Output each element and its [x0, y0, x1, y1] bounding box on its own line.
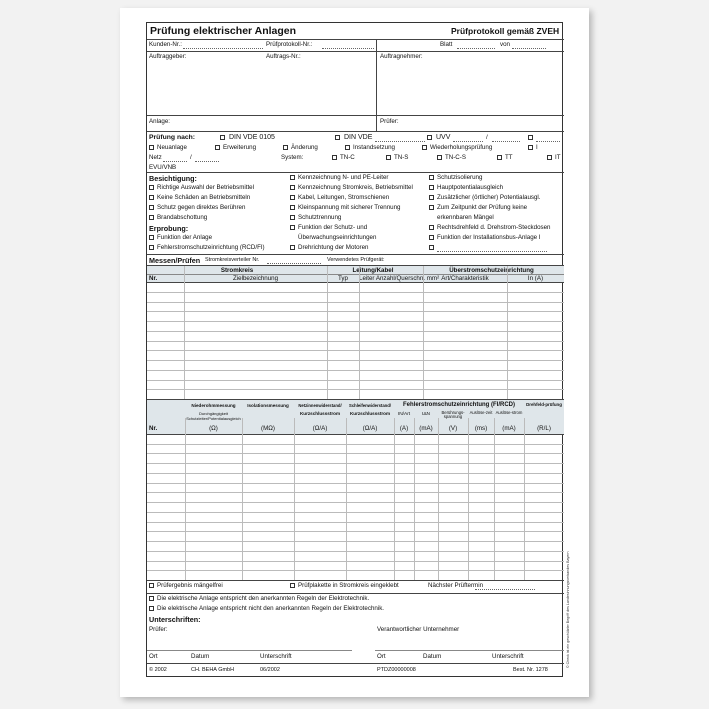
- besichtigung-item: Zusätzlicher (örtlicher) Potentialausgl.: [437, 194, 541, 201]
- table-row-line: [147, 512, 564, 513]
- besichtigung-item: Keine Schäden an Betriebsmitteln: [157, 194, 251, 201]
- leitung-header: Leitung/Kabel: [352, 267, 394, 274]
- erprobung-checkbox[interactable]: [429, 245, 434, 250]
- table-row-line: [147, 561, 564, 562]
- table-col-line: [468, 418, 469, 580]
- divider: [147, 172, 564, 173]
- table-row-line: [147, 483, 564, 484]
- besichtigung-checkbox[interactable]: [429, 185, 434, 190]
- leiter-header: Leiter Anzahl/Querschn. mm²: [359, 275, 440, 282]
- erprobung-checkbox[interactable]: [149, 235, 154, 240]
- dreh-header: Drehfeld-prüfung: [526, 402, 562, 407]
- unternehmer-label: Verantwortlicher Unternehmer: [377, 626, 460, 633]
- other-checkbox[interactable]: [528, 135, 533, 140]
- table-row-line: [147, 502, 564, 503]
- tt-checkbox[interactable]: [497, 155, 502, 160]
- netz-slash: /: [190, 154, 192, 161]
- form-subtitle: Prüfprotokoll gemäß ZVEH: [451, 26, 560, 36]
- table-col-line: [394, 418, 395, 580]
- erweiterung-checkbox[interactable]: [215, 145, 220, 150]
- divider: [147, 51, 564, 52]
- other-field[interactable]: [536, 141, 560, 142]
- divider: [147, 593, 564, 594]
- erprobung-checkbox[interactable]: [290, 245, 295, 250]
- table-row-line: [147, 492, 564, 493]
- maengel-checkbox[interactable]: [149, 583, 154, 588]
- dinvde-checkbox[interactable]: [335, 135, 340, 140]
- fi-header: Fehlerstromschutzeinrichtung (FI/RCD): [402, 402, 515, 408]
- table-row-line: [147, 360, 564, 361]
- erprobung-item: Funktion der Anlage: [157, 234, 213, 241]
- pruefer-label: Prüfer:: [380, 118, 399, 125]
- a-unit: (A): [399, 425, 409, 432]
- ueber-header: Überstromschutzeinrichtung: [449, 267, 534, 274]
- table-col-line: [494, 418, 495, 580]
- inart-header: IN/Art: [397, 412, 411, 417]
- kunden-field[interactable]: [183, 48, 263, 49]
- erprobung-item: Rechtsdrehfeld d. Drehstrom-Steckdosen: [437, 224, 551, 231]
- besichtigung-checkbox[interactable]: [429, 195, 434, 200]
- besichtigung-checkbox[interactable]: [290, 185, 295, 190]
- besichtigung-checkbox[interactable]: [429, 175, 434, 180]
- besichtigung-item: Kennzeichnung Stromkreis, Betriebsmittel: [298, 184, 413, 191]
- dinvde-field[interactable]: [375, 141, 425, 142]
- table-row-line: [147, 473, 564, 474]
- netz-label: Netz: [149, 154, 162, 161]
- dinvde-label: DIN VDE: [344, 134, 373, 141]
- pruefer-sign-label: Prüfer:: [149, 626, 168, 633]
- system-label: System:: [281, 154, 304, 161]
- it-checkbox[interactable]: [547, 155, 552, 160]
- table-row-line: [147, 463, 564, 464]
- erprobung-item: Drehrichtung der Motoren: [298, 244, 369, 251]
- ausloesstrom-header: Auslöse-strom: [495, 410, 523, 415]
- besichtigung-item: Zum Zeitpunkt der Prüfung keine: [437, 204, 528, 211]
- erprobung-item: Fehlerstromschutzeinrichtung (RCD/FI): [157, 244, 265, 251]
- table-col-line: [507, 266, 508, 399]
- unterschriften-label: Unterschriften:: [149, 615, 201, 624]
- slash: /: [486, 134, 488, 141]
- ausloes-header: Auslöse-zeit: [469, 410, 493, 415]
- besichtigung-checkbox[interactable]: [429, 205, 434, 210]
- naechster-field[interactable]: [475, 589, 535, 590]
- form-title: Prüfung elektrischer Anlagen: [150, 25, 297, 37]
- auftraggeber-label: Auftraggeber:: [149, 53, 187, 60]
- nr-header: Nr.: [149, 275, 158, 282]
- in-header: In (A): [527, 275, 544, 282]
- din0105-checkbox[interactable]: [220, 135, 225, 140]
- besichtigung-item: Schutz gegen direktes Berühren: [157, 204, 246, 211]
- neuanlage-checkbox[interactable]: [149, 145, 154, 150]
- table-col-line: [185, 418, 186, 580]
- netz-field-2[interactable]: [195, 161, 219, 162]
- erprobung-checkbox[interactable]: [429, 235, 434, 240]
- aenderung-label: Änderung: [291, 144, 318, 151]
- besichtigung-item: Schutzisolierung: [437, 174, 483, 181]
- divider: [147, 434, 564, 435]
- pruefung-label: Prüfung nach:: [149, 134, 196, 141]
- besichtigung-item: Richtige Auswahl der Betriebsmittel: [157, 184, 254, 191]
- table-col-line: [242, 418, 243, 580]
- erprobung-item: Überwachungseinrichtungen: [298, 234, 377, 241]
- divider: [376, 39, 377, 131]
- erprobung-item: Funktion der Installationsbus-Anlage I: [437, 234, 541, 241]
- divider: [147, 254, 564, 255]
- pruefprot-field[interactable]: [322, 48, 374, 49]
- auftragsnr-label: Auftrags-Nr.:: [266, 53, 301, 60]
- erweiterung-label: Erweiterung: [223, 144, 257, 151]
- table-row-line: [147, 370, 564, 371]
- divider: [147, 39, 564, 40]
- table-col-line: [294, 418, 295, 580]
- table-col-line: [327, 266, 328, 399]
- rl-unit: (R/L): [537, 425, 551, 432]
- von-label: von: [500, 41, 510, 48]
- datum-label-2: Datum: [423, 653, 442, 660]
- table-row-line: [147, 350, 564, 351]
- besichtigung-checkbox[interactable]: [149, 205, 154, 210]
- ms-unit: (ms): [474, 425, 488, 432]
- uvv-field-2[interactable]: [492, 141, 520, 142]
- table-row-line: [147, 302, 564, 303]
- table-col-line: [524, 418, 525, 580]
- uvv-field[interactable]: [453, 141, 483, 142]
- table-row-line: [147, 380, 564, 381]
- tnc-label: TN-C: [340, 154, 355, 161]
- ma2-unit: (mA): [502, 425, 516, 432]
- ort-label: Ort: [149, 653, 158, 660]
- table-row-line: [147, 531, 564, 532]
- nicht-label: Die elektrische Anlage entspricht nicht den anerkannten Regeln der Elektrotechnik.: [157, 605, 385, 612]
- table-col-line: [184, 266, 185, 399]
- inspection-form: [146, 22, 563, 677]
- besichtigung-checkbox[interactable]: [290, 205, 295, 210]
- tncs-label: TN-C-S: [445, 154, 466, 161]
- aenderung-checkbox[interactable]: [283, 145, 288, 150]
- besichtigung-checkbox[interactable]: [290, 175, 295, 180]
- netz-field[interactable]: [163, 161, 187, 162]
- table-col-line: [359, 266, 360, 399]
- auftragnehmer-label: Auftragnehmer:: [380, 53, 423, 60]
- table-row-line: [147, 321, 564, 322]
- wiederholung-label: Wiederholungsprüfung: [430, 144, 493, 151]
- naechster-label: Nächster Prüftermin: [428, 582, 484, 589]
- netzinnen-header: Netzinnenwiderstand/: [298, 403, 342, 408]
- divider: [147, 663, 564, 664]
- din0105-label: DIN VDE 0105: [229, 134, 275, 141]
- pruefprot-label: Prüfprotokoll-Nr.:: [266, 41, 313, 48]
- iso-header: Isolationsmessung: [247, 403, 289, 408]
- table-row-line: [147, 453, 564, 454]
- table-col-line: [438, 418, 439, 580]
- blatt-label: Blatt: [440, 41, 453, 48]
- ohma-unit: (Ω/A): [312, 425, 328, 432]
- miso-unit: (MΩ): [261, 425, 275, 432]
- plakette-checkbox[interactable]: [290, 583, 295, 588]
- besichtigung-item: Kennzeichnung N- und PE-Leiter: [298, 174, 389, 181]
- tncs-checkbox[interactable]: [437, 155, 442, 160]
- kurz2-header: Kurzschlussstrom: [349, 411, 391, 416]
- divider: [376, 115, 564, 116]
- besichtigung-checkbox[interactable]: [290, 195, 295, 200]
- footer-copy: © 2002: [149, 667, 167, 673]
- footer-best: Best. Nr. 1278: [513, 667, 548, 673]
- signature-line[interactable]: [147, 650, 352, 651]
- table-row-line: [147, 444, 564, 445]
- erprobung-checkbox[interactable]: [429, 225, 434, 230]
- divider: [147, 282, 564, 283]
- ohm-unit: (Ω): [209, 425, 218, 432]
- table-row-line: [147, 522, 564, 523]
- table-col-line: [414, 418, 415, 580]
- i-label: I: [536, 144, 538, 151]
- erprobung-label: Erprobung:: [149, 224, 189, 233]
- typ-header: Typ: [338, 275, 348, 282]
- footer-date: 06/2002: [260, 667, 280, 673]
- table-row-line: [147, 551, 564, 552]
- besichtigung-checkbox[interactable]: [149, 195, 154, 200]
- neuanlage-label: Neuanlage: [157, 144, 187, 151]
- blatt-field[interactable]: [457, 48, 495, 49]
- wiederholung-checkbox[interactable]: [422, 145, 427, 150]
- instandsetzung-checkbox[interactable]: [345, 145, 350, 150]
- geraet-label: Verwendetes Prüfgerät:: [327, 257, 385, 263]
- instandsetzung-label: Instandsetzung: [353, 144, 395, 151]
- erprobung-checkbox[interactable]: [149, 245, 154, 250]
- ohma2-unit: (Ω/A): [362, 425, 378, 432]
- divider: [147, 131, 564, 132]
- ort-label-2: Ort: [377, 653, 386, 660]
- uvv-label: UVV: [436, 134, 451, 141]
- nicht-checkbox[interactable]: [149, 606, 154, 611]
- table-row-line: [147, 292, 564, 293]
- nr2-header: Nr.: [149, 425, 158, 432]
- entspricht-checkbox[interactable]: [149, 596, 154, 601]
- divider: [147, 115, 376, 116]
- form-sheet: [120, 8, 589, 697]
- tns-label: TN-S: [394, 154, 409, 161]
- table-row-line: [147, 331, 564, 332]
- verteiler-field[interactable]: [267, 263, 321, 264]
- side-note: © Check ist ein geschützter Begriff des Landesinnungsverbandes Bayern: [566, 551, 570, 668]
- idn-header: IΔN: [421, 412, 430, 417]
- besichtigung-item: Kleinspannung mit sicherer Trennung: [298, 204, 401, 211]
- table-col-line: [423, 266, 424, 399]
- erprobung-item: Funktion der Schutz- und: [298, 224, 368, 231]
- i-checkbox[interactable]: [528, 145, 533, 150]
- it-label: IT: [555, 154, 561, 161]
- tt-label: TT: [505, 154, 513, 161]
- table-row-line: [147, 341, 564, 342]
- von-field[interactable]: [512, 48, 546, 49]
- beruehr-header: Berührungs-spannung: [441, 410, 465, 420]
- schleife-header: Schleifenwiderstand/: [349, 403, 391, 408]
- table-col-line: [346, 418, 347, 580]
- erprobung-checkbox[interactable]: [290, 225, 295, 230]
- evu-label: EVU/VNB: [149, 164, 177, 171]
- besichtigung-label: Besichtigung:: [149, 174, 197, 183]
- anlage-label: Anlage:: [149, 118, 170, 125]
- stromkreis-header: Stromkreis: [220, 267, 254, 274]
- kurz1-header: Kurzschlussstrom: [299, 411, 341, 416]
- table-row-line: [147, 311, 564, 312]
- unterschrift-label: Unterschrift: [260, 653, 292, 660]
- tnc-checkbox[interactable]: [332, 155, 337, 160]
- verteiler-label: Stromkreisverteiler Nr.: [205, 257, 260, 263]
- plakette-label: Prüfplakette in Stromkreis eingeklebt: [298, 582, 399, 589]
- messen-label: Messen/Prüfen: [149, 256, 201, 265]
- besichtigung-checkbox[interactable]: [149, 215, 154, 220]
- besichtigung-checkbox[interactable]: [149, 185, 154, 190]
- besichtigung-item: Brandabschottung: [157, 214, 208, 221]
- datum-label: Datum: [191, 653, 210, 660]
- art-header: Art/Charakteristik: [441, 275, 489, 282]
- v-unit: (V): [448, 425, 458, 432]
- unterschrift-label-2: Unterschrift: [492, 653, 524, 660]
- signature-line[interactable]: [375, 650, 564, 651]
- uvv-checkbox[interactable]: [427, 135, 432, 140]
- ziel-header: Zielbezeichnung: [232, 275, 279, 282]
- schutz-label: Schutzleiter/Potentialausgleich: [186, 416, 241, 421]
- ma-unit: (mA): [419, 425, 433, 432]
- footer-ptdz: PTDZ00000008: [377, 667, 416, 673]
- besichtigung-item: Kabel, Leitungen, Stromschienen: [298, 194, 390, 201]
- footer-beha: CH. BEHA GmbH: [191, 667, 235, 673]
- besichtigung-item: Schutztrennung: [298, 214, 342, 221]
- divider: [147, 274, 564, 275]
- tns-checkbox[interactable]: [386, 155, 391, 160]
- erprobung-other-field[interactable]: [437, 251, 547, 252]
- besichtigung-checkbox[interactable]: [290, 215, 295, 220]
- kunden-label: Kunden-Nr.:: [149, 41, 183, 48]
- table-row-line: [147, 541, 564, 542]
- maengel-label: Prüfergebnis mängelfrei: [157, 582, 223, 589]
- table-row-line: [147, 570, 564, 571]
- entspricht-label: Die elektrische Anlage entspricht den anerkannten Regeln der Elektrotechnik.: [157, 595, 370, 602]
- besichtigung-item: erkennbaren Mängel: [437, 214, 494, 221]
- besichtigung-item: Hauptpotentialausgleich: [437, 184, 504, 191]
- table-row-line: [147, 389, 564, 390]
- divider: [147, 580, 564, 581]
- nieder-header: Niederohmmessung: [191, 403, 236, 408]
- durch-label: Durchgängigkeit: [199, 411, 228, 416]
